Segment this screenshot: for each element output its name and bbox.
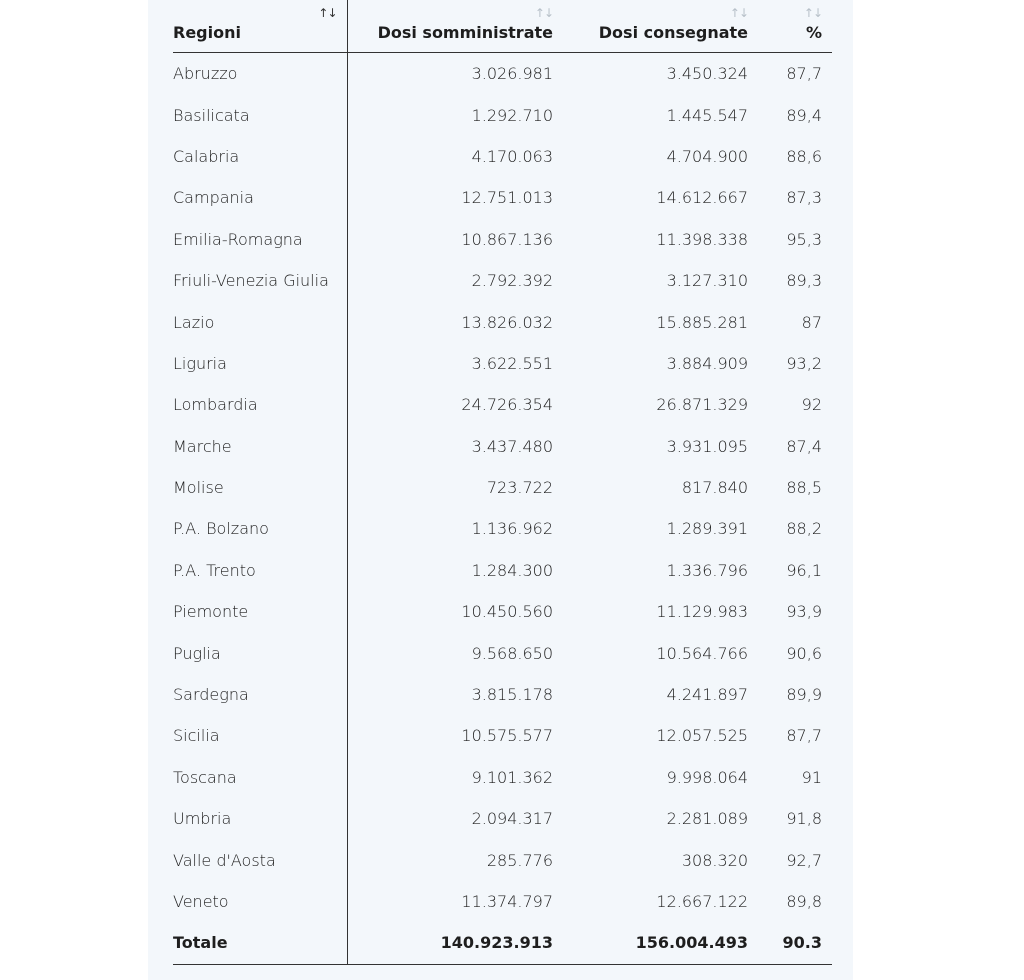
cell-administered: 13.826.032 [461,312,553,332]
cell-delivered: 12.667.122 [656,892,748,911]
cell-percent: 87,4 [786,436,822,456]
cell-region: P.A. Trento [173,550,347,591]
cell-region: Basilicata [173,94,347,135]
cell-region: P.A. Bolzano [173,508,347,549]
cell-percent: 92 [801,395,822,415]
cell-percent: 96,1 [786,560,822,580]
table-row [173,343,832,384]
total-delivered: 156.004.493 [563,922,758,964]
cell-administered: 24.726.354 [461,395,553,415]
table-row [173,632,832,673]
cell-delivered: 3.884.909 [666,353,748,373]
cell-administered: 9.568.650 [471,643,553,663]
cell-region: Lombardia [173,384,347,425]
cell-delivered: 26.871.329 [656,395,748,415]
cell-percent: 93,2 [786,353,822,373]
table-header-row [173,0,832,53]
cell-administered: 3.437.480 [471,436,553,456]
table-row [173,384,832,425]
total-label: Totale [173,922,347,964]
cell-percent: 87,7 [786,64,822,84]
cell-percent: 89,4 [786,105,822,125]
cell-region: Molise [173,467,347,508]
cell-percent: 93,9 [786,602,822,622]
cell-administered: 1.284.300 [471,560,553,580]
cell-delivered: 4.241.897 [666,685,748,705]
table-row [173,426,832,467]
cell-percent: 89,3 [786,271,822,291]
cell-administered: 2.094.317 [471,809,553,829]
cell-administered: 1.136.962 [471,519,553,539]
column-header-label: Dosi consegnate [598,23,748,42]
cell-administered: 3.026.981 [471,64,553,84]
cell-percent: 89,9 [786,685,822,705]
table-row [173,136,832,177]
table-row [173,301,832,342]
sort-arrows-icon[interactable]: ↑↓ [803,6,822,20]
sort-arrows-icon[interactable]: ↑↓ [318,6,337,20]
cell-percent: 88,5 [786,478,822,498]
cell-region: Lazio [173,301,347,342]
cell-administered: 2.792.392 [471,271,553,291]
cell-delivered: 9.998.064 [666,767,748,787]
table-row [173,260,832,301]
cell-region: Friuli-Venezia Giulia [173,260,347,301]
table-row [173,881,832,922]
cell-region: Puglia [173,632,347,673]
column-header-percent[interactable] [758,0,832,53]
total-administered: 140.923.913 [347,922,563,964]
cell-region: Umbria [173,798,347,839]
cell-percent: 87,7 [786,726,822,746]
cell-administered: 11.374.797 [461,892,553,911]
cell-region: Sicilia [173,715,347,756]
sort-arrows-icon[interactable]: ↑↓ [534,6,553,20]
table-row [173,94,832,135]
cell-delivered: 11.129.983 [656,602,748,622]
cell-administered: 10.867.136 [461,229,553,249]
cell-delivered: 1.445.547 [666,105,748,125]
table-row [173,53,832,95]
table-row [173,467,832,508]
table-total-row [173,922,832,964]
column-header-dosi-consegnate[interactable] [563,0,758,53]
cell-delivered: 14.612.667 [656,188,748,208]
cell-delivered: 3.931.095 [666,436,748,456]
cell-administered: 10.575.577 [461,726,553,746]
cell-administered: 12.751.013 [461,188,553,208]
cell-administered: 1.292.710 [471,105,553,125]
cell-region: Calabria [173,136,347,177]
column-header-regioni[interactable] [173,0,347,53]
cell-delivered: 817.840 [681,478,748,498]
total-percent: 90.3 [758,922,832,964]
cell-delivered: 11.398.338 [656,229,748,249]
cell-region: Abruzzo [173,53,347,95]
cell-region: Toscana [173,757,347,798]
cell-region: Sardegna [173,674,347,715]
cell-percent: 88,2 [786,519,822,539]
cell-administered: 285.776 [486,850,553,870]
cell-delivered: 10.564.766 [656,643,748,663]
column-header-label: % [805,23,822,42]
cell-region: Piemonte [173,591,347,632]
cell-percent: 92,7 [786,850,822,870]
table-body [173,53,832,923]
cell-percent: 91 [801,767,822,787]
cell-delivered: 3.450.324 [666,64,748,84]
cell-delivered: 3.127.310 [666,271,748,291]
table-row [173,715,832,756]
cell-administered: 723.722 [486,478,553,498]
table-row [173,839,832,880]
cell-delivered: 1.336.796 [666,560,748,580]
cell-delivered: 2.281.089 [666,809,748,829]
column-header-label: Dosi somministrate [377,23,553,42]
vaccine-doses-table [173,0,832,965]
cell-percent: 91,8 [786,809,822,829]
cell-administered: 3.622.551 [471,353,553,373]
cell-percent: 95,3 [786,229,822,249]
table-row [173,219,832,260]
cell-region: Liguria [173,343,347,384]
cell-delivered: 15.885.281 [656,312,748,332]
sort-arrows-icon[interactable]: ↑↓ [729,6,748,20]
cell-delivered: 1.289.391 [666,519,748,539]
cell-delivered: 12.057.525 [656,726,748,746]
cell-percent: 89,8 [786,892,822,911]
cell-administered: 4.170.063 [471,146,553,166]
column-header-dosi-somministrate[interactable] [347,0,563,53]
table-row [173,798,832,839]
cell-region: Valle d'Aosta [173,839,347,880]
cell-administered: 3.815.178 [471,685,553,705]
cell-percent: 87 [801,312,822,332]
cell-percent: 87,3 [786,188,822,208]
table-row [173,674,832,715]
cell-region: Marche [173,426,347,467]
cell-region: Veneto [173,881,347,922]
table-row [173,550,832,591]
table-row [173,757,832,798]
cell-delivered: 308.320 [681,850,748,870]
cell-percent: 88,6 [786,146,822,166]
cell-percent: 90,6 [786,643,822,663]
table-panel [148,0,853,980]
cell-delivered: 4.704.900 [666,146,748,166]
cell-region: Emilia-Romagna [173,219,347,260]
table-row [173,591,832,632]
column-header-label: Regioni [173,23,241,42]
table-row [173,508,832,549]
table-row [173,177,832,218]
cell-administered: 10.450.560 [461,602,553,622]
cell-region: Campania [173,177,347,218]
cell-administered: 9.101.362 [471,767,553,787]
